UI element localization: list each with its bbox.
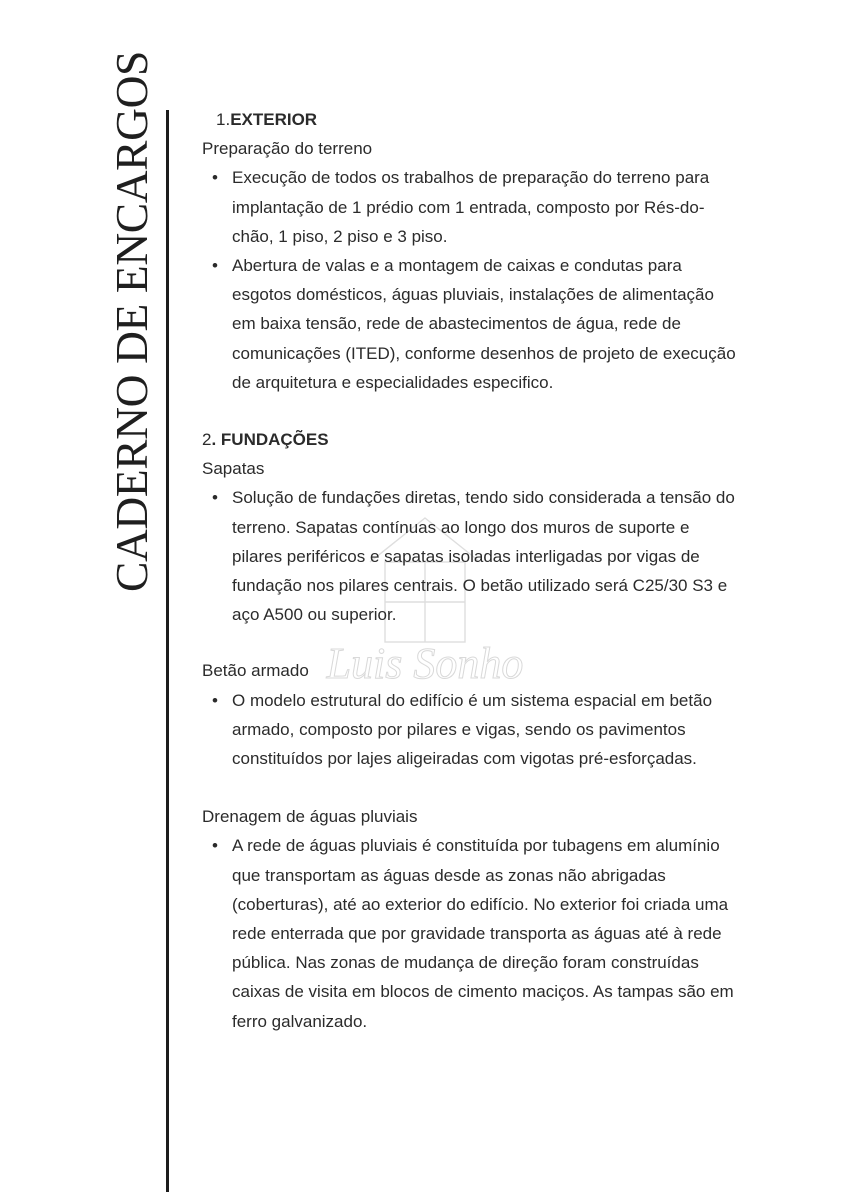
list-item: • Solução de fundações diretas, tendo sido considerada a tensão do terreno. Sapatas contínuas ao longo dos muros de suporte e pilares periféricos e sapatas isoladas interligadas por vigas de fundação nos pilares centrais. O betão utilizado será C25/30 S3 e aço A500 ou superior.: [202, 483, 742, 629]
bullet-list-betao-armado: [202, 686, 742, 774]
section-number: 1.: [216, 110, 231, 129]
watermark-text: Luis Sonho: [326, 639, 524, 688]
section-heading-exterior: [202, 105, 742, 134]
document-body: [202, 105, 742, 1036]
list-item: • Abertura de valas e a montagem de caixas e condutas para esgotos domésticos, águas pluviais, instalações de alimentação em baixa tensão, rede de abastecimentos de água, rede de comunicações (ITED), conforme desenhos de projeto de execução de arquitetura e especialidades especifico.: [202, 251, 742, 397]
bullet-list-preparacao: [202, 163, 742, 397]
list-item: • Execução de todos os trabalhos de preparação do terreno para implantação de 1 prédio com 1 entrada, composto por Rés-do-chão, 1 piso, 2 piso e 3 piso.: [202, 163, 742, 251]
subsection-title-betao-armado: Betão armado: [202, 661, 309, 681]
side-title: CADERNO DE ENCARGOS: [106, 51, 157, 592]
vertical-divider: [166, 110, 169, 1192]
section-title: . FUNDAÇÕES: [211, 430, 329, 450]
subsection-title-sapatas: Sapatas: [202, 459, 265, 479]
section-heading-fundacoes: [202, 425, 742, 454]
list-item: • A rede de águas pluviais é constituída por tubagens em alumínio que transportam as águas desde as zonas não abrigadas (coberturas), até ao exterior do edifício. No exterior foi criada uma rede enterrada que por gravidade transporta as águas até à rede pública. Nas zonas de mudança de direção foram construídas caixas de visita em blocos de cimento maciços. As tampas são em ferro galvanizado.: [202, 831, 742, 1035]
bullet-list-sapatas: [202, 483, 742, 629]
subsection-title-drenagem: Drenagem de águas pluviais: [202, 807, 418, 827]
list-item: • O modelo estrutural do edifício é um sistema espacial em betão armado, composto por pilares e vigas, sendo os pavimentos constituídos por lajes aligeiradas com vigotas pré-esforçadas.: [202, 686, 742, 774]
bullet-list-drenagem: [202, 831, 742, 1035]
section-number: 2: [202, 430, 212, 450]
section-title: EXTERIOR: [230, 110, 318, 129]
subsection-title-preparacao: Preparação do terreno: [202, 139, 373, 159]
